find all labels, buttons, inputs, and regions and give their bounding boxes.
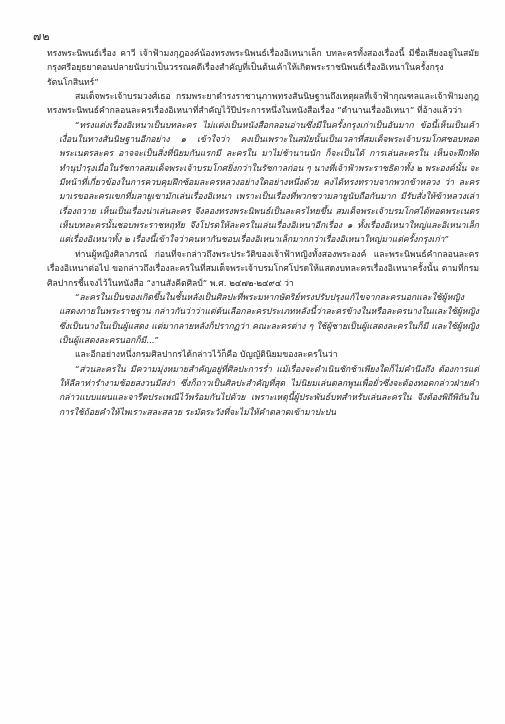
paragraph-silaporn: ท่านผู้หญิงศิลาภรณ์ ก่อนที่จะกล่าวถึงพระประวัติของเจ้าฟ้าหญิงทั้งสองพระองค์ และพระนิพนธ์คำกลอนละครเรื่องอิเหนาต่อไป ขอกล่าวถึงเรื่องละครในที่สมเด็จพระเจ้าบรมโกศโปรดให้แสดงบทละครเรื่องอิเหนาครั้งนั้น ตามที่กรมศิลปากรชี้แจงไว้ในหนังสือ “งานสังคีตศิลป์” พ.ศ. ๒๔๗๒-๒๔๙๔ ว่า xyxy=(47,249,479,289)
paragraph-damrong: สมเด็จพระเจ้าบรมวงศ์เธอ กรมพระยาดำรงราชานุภาพทรงสันนิษฐานถึงเหตุผลที่เจ้าฟ้ากุณฑลและเจ้าฟ้ามงกุฎทรงพระนิพนธ์คำกลอนละครเรื่องอิเหนาที่สำคัญไว้ปีประการหนึ่งในหนังสือเรื่อง “ตำนานเรื่องอิเหนา” ที่อ้างแล้วว่า xyxy=(47,92,479,117)
body-text xyxy=(47,47,479,420)
quote-lakhon-nai: “ละครในเป็นของเกิดขึ้นในชั้นหลังเป็นศิลปะที่พระมหากษัตริย์ทรงปรับปรุงแก้ไขจากละครนอกและใช้ผู้หญิงแสดงภายในพระราชฐาน กล่าวกันว่าว่าแต่ต้นเลือกละครประเภทหลังนี้ว่าละครข้างในหรือละครนางในและใช้ผู้หญิงซึ่งเป็นนางในเป็นผู้แสดง แต่มากลายหลังก็ปรากฏว่า คณะละครต่าง ๆ ใช้ผู้ชายเป็นผู้แสดงละครในก็มี และใช้ผู้หญิงเป็นผู้แสดงละครนอกก็มี...” xyxy=(59,292,479,346)
page-number: ๗๒ xyxy=(33,30,51,43)
quote-inao-legend: “ทรงแต่งเรื่องอิเหนาเป็นบทละคร ไม่แต่งเป็นหนังสือกลอนอ่านซึ่งมีในครั้งกรุงเก่าเป็นอันมาก ข้อนี้เห็นเป็นเค้าเงื่อนในทางสันนิษฐานอีกอย่าง ๑ เข้าใจว่า คงเป็นเพราะในสมัยนั้นเป็นเวลาที่สมเด็จพระเจ้าบรมโกศชอบทอดพระเนตรละคร อาจจะเป็นสิ่งที่นิยมกันแรกมี ละครใน มาไม่ช้านานนัก ก็จะเป็นได้ การเล่นละครใน เห็นจะฝึกหัดทำนุบำรุงเมื่อในรัชกาลสมเด็จพระเจ้าบรมโกศยิ่งกว่าในรัชกาลก่อน ๆ นางที่เจ้าฟ้าพระราชธิดาทั้ง ๒ พระองค์นั้น จะมีหน้าที่เกี่ยวข้องในการควบคุมฝึกซ้อมละครหลวงอย่างใดอย่างหนึ่งด้วย คงได้ทรงทราบจากพวกข้าหลวง ว่า ละครมาเรขอละครแขกที่มลายูเขามักเล่นเรื่องอิเหนา เพราะเป็นเรื่องที่พวกชวามลายูนับถือกันมาก มีรับสั่งให้ข้าหลวงเล่าเรื่องถวาย เห็นเป็นเรื่องน่าเล่นละคร จึงลองทรงพระนิพนธ์เป็นละครไทยขึ้น สมเด็จพระเจ้าบรมโกศได้ทอดพระเนตรเห็นบทละครนั้นชอบพระราชหฤทัย จึงโปรดให้ละครในเล่นเรื่องอิเหนาอีกเรื่อง ๑ ทั้งเรื่องอิเหนาใหญ่และอิเหนาเล็ก แต่เรื่องอิเหนาทั้ง ๒ เรื่องนี้เข้าใจว่าคนหากันชอบเรื่องอิเหนาเล็กมากกว่าเรื่องอิเหนาใหญ่มาแต่ครั้งกรุงเก่า” xyxy=(59,120,479,246)
paragraph-fine-arts: และอีกอย่างหนึ่งกรมศิลปากรได้กล่าวไว้ก็คือ บัญญัตินิยมของละครในว่า xyxy=(75,350,338,361)
quote-dance-art: “ส่วนละครใน มีความมุ่งหมายสำคัญอยู่ที่ศิลปะการร่ำ แม้เรื่องจะดำเนินชักช้าเพียงใดก็ไม่คำนึงถึง ต้องการแต่ให้ลีลาท่ารำงามช้อยสงวนมีสง่า ซึ่งก็ถาวเป็นศิลปะสำคัญที่สุด ไม่นิยมเล่นตลกพูนเพื่อยั่วซึ่งจะต้องทอดกล่าวฝ่ายคำกล่าวแบบแผนและจารีตประเพณีไว้พร้อมกันไปด้วย เพราะเหตุนี้ผู้ประพันธ์บทสำหรับเล่นละครใน จึงต้องพิถีพิถันในการใช้ถ้อยคำให้ไพเราะสละสลวย ระมัดระวังที่จะไม่ให้คำตลาดเข้ามาปะปน xyxy=(59,364,479,418)
paragraph-continuation: ทรงพระนิพนธ์เรื่อง คาวี เจ้าฟ้ามงกุฎองค์น้องทรงพระนิพนธ์เรื่องอิเหนาเล็ก บทละครทั้งสองเรื่องนี้ มีชื่อเสียงอยู่ในสมัยกรุงศรีอยุธยาตอนปลายนับว่าเป็นวรรณคดีเรื่องสำคัญที่เป็นต้นเค้าให้เกิดพระราชนิพนธ์เรื่องอิเหนาในครั้งกรุงรัตนโกสินทร์” xyxy=(47,49,479,88)
